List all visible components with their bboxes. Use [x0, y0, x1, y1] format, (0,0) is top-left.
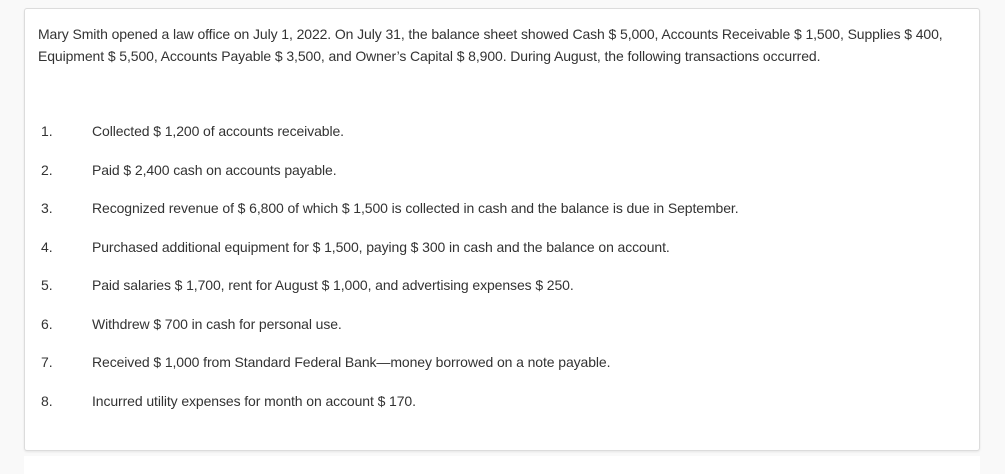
- item-number: 4.: [41, 238, 53, 255]
- item-text: Paid $ 2,400 cash on accounts payable.: [92, 161, 337, 178]
- item-text: Incurred utility expenses for month on account $ 170.: [92, 392, 416, 409]
- question-card: [24, 8, 980, 451]
- item-number: 2.: [41, 161, 53, 178]
- problem-intro: Mary Smith opened a law office on July 1, 2022. On July 31, the balance sheet showed Cash $ 5,000, Accounts Receivable $ 1,500, Supplies $ 400, Equipment $ 5,500, Accounts Payable $ 3,500, and Owner’s Capital $ 8,900. During August, the following transactions occurred.: [38, 26, 943, 64]
- item-number: 6.: [41, 315, 53, 332]
- item-text: Received $ 1,000 from Standard Federal Bank—money borrowed on a note payable.: [92, 354, 611, 370]
- item-text: Recognized revenue of $ 6,800 of which $ 1,500 is collected in cash and the balance is due in September.: [92, 200, 739, 216]
- item-text: Purchased additional equipment for $ 1,500, paying $ 300 in cash and the balance on account.: [92, 238, 670, 255]
- item-number: 3.: [41, 200, 53, 216]
- item-text: Collected $ 1,200 of accounts receivable.: [92, 123, 344, 139]
- item-number: 7.: [41, 354, 53, 370]
- item-number: 8.: [41, 392, 53, 409]
- next-section: [24, 456, 980, 474]
- item-number: 1.: [41, 123, 53, 139]
- item-text: Paid salaries $ 1,700, rent for August $ 1,000, and advertising expenses $ 250.: [92, 277, 574, 293]
- item-number: 5.: [41, 277, 53, 293]
- item-text: Withdrew $ 700 in cash for personal use.: [92, 315, 342, 332]
